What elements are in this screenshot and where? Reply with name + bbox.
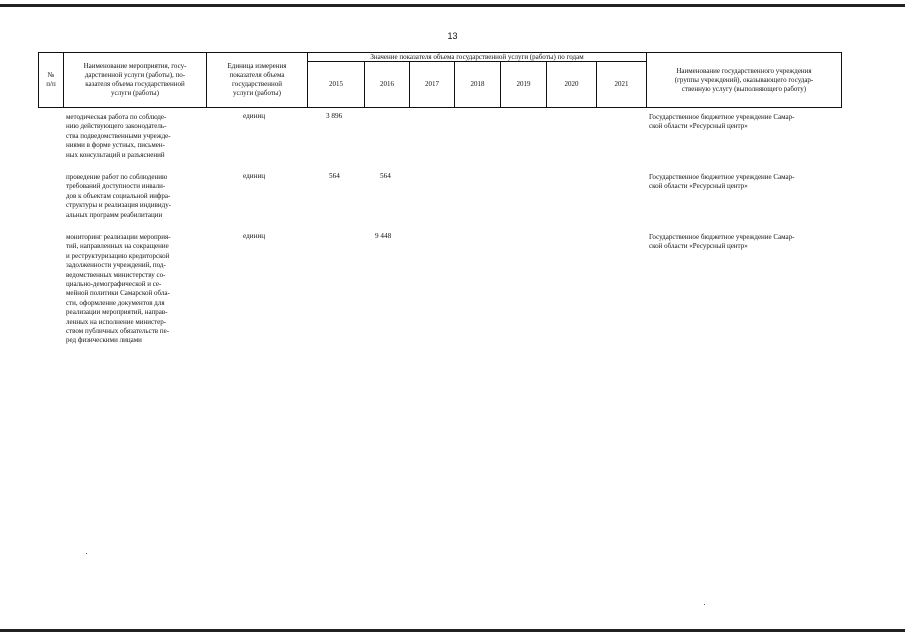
row-3-name: мониторинг реализации мероприя- тий, направленных на сокращение и реструктуризацию кредиторской задолженности учреждений, под- ведомственных министерству со- циально-демографической и се- мейной политики Самарской обла- сти, оформление документов для реализации мероприятий, направ- ленных на исполнение министер- ством публичных обязательств пе- ред физическими лицами bbox=[66, 233, 171, 345]
header-year-2018: 2018 bbox=[470, 80, 485, 88]
row-3-unit: единиц bbox=[243, 232, 266, 240]
header-year-2019: 2019 bbox=[516, 80, 531, 88]
header-name-column: Наименование мероприятия, госу- дарственной услуги (работы), по- казателя объема государственной услуги (работы) bbox=[83, 62, 187, 97]
page-number: 13 bbox=[447, 31, 458, 41]
header-year-2016: 2016 bbox=[380, 80, 394, 88]
row-2-value-2015: 564 bbox=[329, 172, 340, 180]
row-3-value-2016: 9 448 bbox=[375, 232, 392, 240]
header-institution-column: Наименование государственного учреждения (группы учреждений), оказывающего государ- ственную услугу (выполняющего работу) bbox=[674, 66, 814, 93]
row-3-institution: Государственное бюджетное учреждение Самар- ской области «Ресурсный центр» bbox=[649, 233, 795, 251]
row-1-name: методическая работа по соблюде- нию действующего законодатель- ства подведомственными учрежде- ниями в форме устных, письмен- ных консультаций и разъяснений bbox=[66, 113, 171, 159]
row-2-institution: Государственное бюджетное учреждение Самар- ской области «Ресурсный центр» bbox=[649, 173, 795, 191]
table-header-bottom-line bbox=[38, 107, 842, 108]
scan-speck bbox=[86, 553, 87, 554]
row-2-name: проведение работ по соблюдению требований доступности инвали- дов к объектам социальной инфра- структуры и реализация индивиду- альных программ реабилитации bbox=[66, 173, 172, 219]
row-1-unit: единиц bbox=[243, 112, 266, 120]
header-number-column: № п/п bbox=[46, 71, 56, 88]
row-2-unit: единиц bbox=[243, 172, 266, 180]
header-year-2015: 2015 bbox=[329, 80, 343, 88]
header-values-group: Значение показателя объема государственной услуги (работы) по годам bbox=[370, 52, 584, 61]
header-year-2021: 2021 bbox=[614, 80, 629, 88]
top-border-rule bbox=[0, 4, 905, 7]
scan-speck bbox=[704, 604, 705, 605]
row-1-institution: Государственное бюджетное учреждение Самар- ской области «Ресурсный центр» bbox=[649, 113, 795, 131]
row-2-value-2016: 564 bbox=[380, 172, 391, 180]
bottom-border-rule bbox=[0, 629, 905, 632]
table-right-line bbox=[841, 52, 842, 108]
header-year-2017: 2017 bbox=[425, 80, 439, 88]
header-unit-column: Единица измерения показателя объема государственной услуги (работы) bbox=[227, 62, 287, 97]
header-year-2020: 2020 bbox=[564, 80, 579, 88]
row-1-value-2015: 3 896 bbox=[326, 112, 343, 120]
